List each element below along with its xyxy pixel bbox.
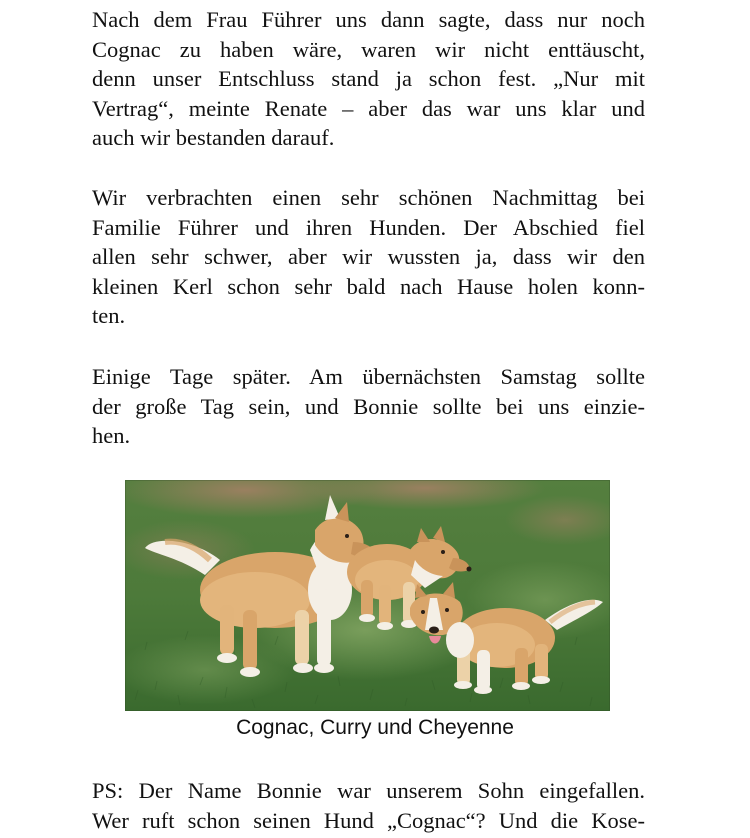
- paragraph-1: [92, 5, 645, 153]
- text-line: Wer ruft schon seinen Hund „Cognac“? Und die Kose-: [92, 807, 645, 833]
- paragraph-3: [92, 362, 645, 451]
- text-line: Wir verbrachten einen sehr schönen Nachmittag bei: [92, 185, 645, 210]
- text-line: Vertrag“, meinte Renate – aber das war uns klar und: [92, 95, 645, 121]
- text-line: PS: Der Name Bonnie war unserem Sohn eingefallen.: [92, 778, 645, 803]
- text-line: hen.: [92, 423, 131, 449]
- dogs-photo: [125, 480, 610, 711]
- text-line: der große Tag sein, und Bonnie sollte bei uns einzie-: [92, 393, 645, 419]
- text-line: allen sehr schwer, aber wir wussten ja, dass wir den: [92, 244, 645, 270]
- text-line: ten.: [92, 303, 126, 329]
- text-line: auch wir bestanden darauf.: [92, 125, 335, 151]
- paragraph-4: [92, 776, 645, 835]
- photo-caption: Cognac, Curry und Cheyenne: [236, 716, 514, 739]
- paragraph-2: [92, 183, 645, 331]
- dogs-photo-illustration: [125, 480, 610, 711]
- text-line: denn unser Entschluss stand ja schon fest. „Nur mit: [92, 66, 645, 92]
- text-line: Nach dem Frau Führer uns dann sagte, dass nur noch: [92, 7, 645, 32]
- text-line: Einige Tage später. Am übernächsten Samstag sollte: [92, 364, 645, 389]
- text-line: kleinen Kerl schon sehr bald nach Hause holen konn-: [92, 273, 645, 299]
- text-line: Familie Führer und ihren Hunden. Der Abschied fiel: [92, 214, 645, 240]
- text-line: Cognac zu haben wäre, waren wir nicht enttäuscht,: [92, 36, 645, 62]
